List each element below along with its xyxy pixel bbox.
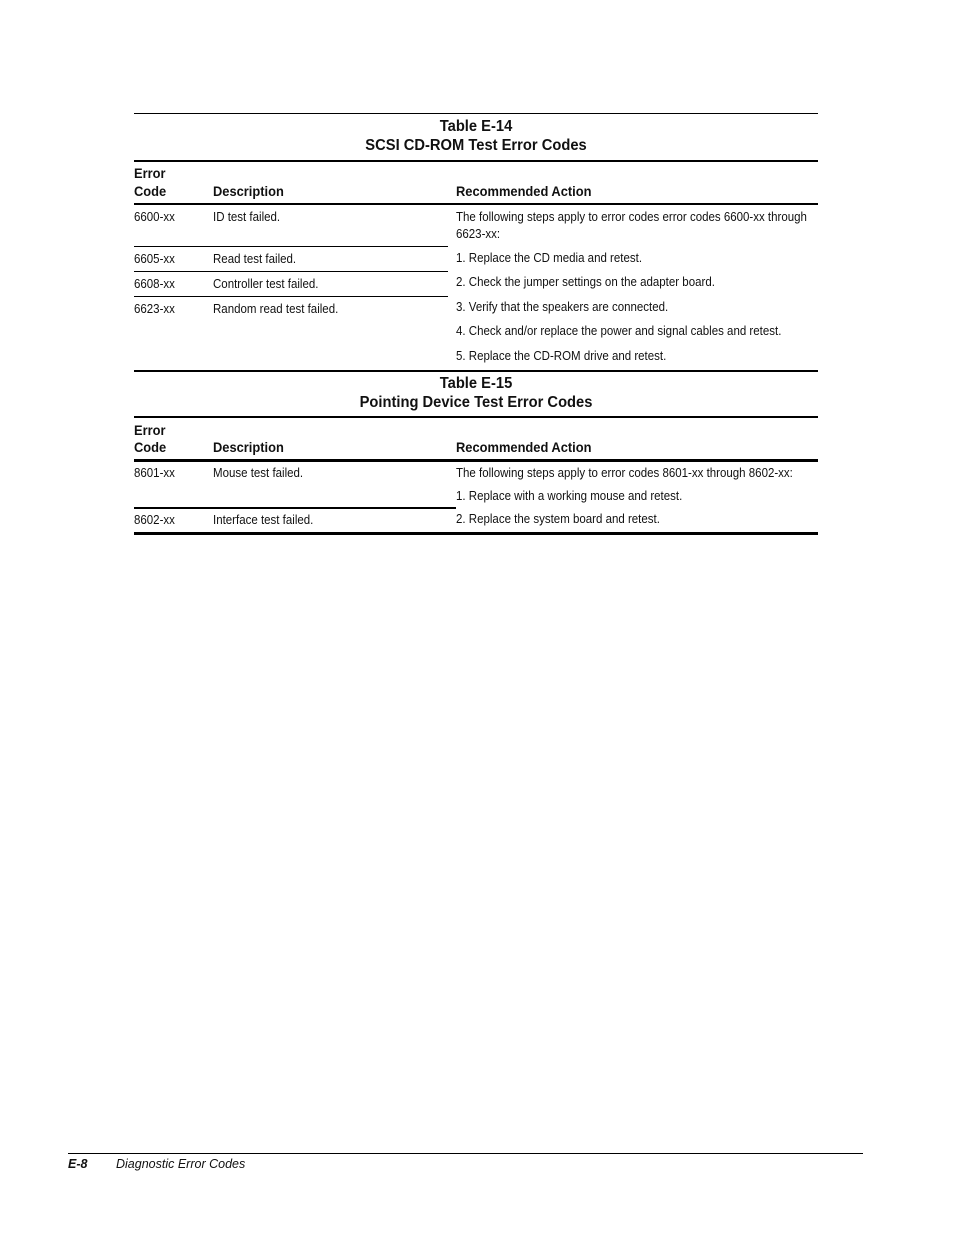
col-header-code-line1: Error	[134, 422, 166, 438]
table-top-rule	[134, 370, 818, 372]
header-rule	[134, 203, 818, 205]
table-top-rule	[134, 113, 818, 114]
header-rule	[134, 459, 818, 462]
footer-rule	[68, 1153, 863, 1154]
row-divider	[134, 271, 448, 272]
action-step: 4. Check and/or replace the power and signal cables and retest.	[456, 324, 782, 338]
error-description: Mouse test failed.	[213, 466, 304, 480]
table-title: SCSI CD-ROM Test Error Codes	[365, 137, 587, 154]
col-header-description: Description	[213, 183, 284, 199]
action-step: 5. Replace the CD-ROM drive and retest.	[456, 349, 667, 363]
table-title: Pointing Device Test Error Codes	[359, 394, 593, 411]
error-description: Read test failed.	[213, 252, 297, 266]
row-divider	[134, 507, 456, 509]
error-description: Interface test failed.	[213, 513, 314, 527]
col-header-code-line1: Error	[134, 165, 166, 181]
row-divider	[134, 296, 448, 297]
col-header-description: Description	[213, 439, 284, 455]
error-code: 8601-xx	[134, 466, 175, 480]
error-code: 8602-xx	[134, 513, 175, 527]
action-step: 3. Verify that the speakers are connected.	[456, 300, 669, 314]
table-label: Table E-15	[439, 375, 513, 392]
action-step: 2. Check the jumper settings on the adapter board.	[456, 275, 715, 289]
table-bottom-rule	[134, 532, 818, 535]
error-code: 6623-xx	[134, 302, 175, 316]
page-number: E-8	[68, 1157, 88, 1171]
action-step: 2. Replace the system board and retest.	[456, 512, 660, 526]
error-description: Random read test failed.	[213, 302, 339, 316]
action-intro: The following steps apply to error codes error codes 6600-xx through 6623-xx:	[456, 210, 807, 241]
action-step: 1. Replace with a working mouse and retest.	[456, 489, 683, 503]
error-code: 6608-xx	[134, 277, 175, 291]
title-rule	[134, 160, 818, 162]
col-header-action: Recommended Action	[456, 183, 592, 199]
col-header-code-line2: Code	[134, 439, 167, 455]
error-description: Controller test failed.	[213, 277, 319, 291]
error-code: 6605-xx	[134, 252, 175, 266]
title-rule	[134, 416, 818, 418]
action-intro: The following steps apply to error codes 8601-xx through 8602-xx:	[456, 466, 793, 480]
action-step: 1. Replace the CD media and retest.	[456, 251, 643, 265]
error-description: ID test failed.	[213, 210, 281, 224]
col-header-action: Recommended Action	[456, 439, 592, 455]
error-code: 6600-xx	[134, 210, 175, 224]
row-divider	[134, 246, 448, 247]
table-label: Table E-14	[439, 118, 513, 135]
col-header-code-line2: Code	[134, 183, 167, 199]
footer-section-title: Diagnostic Error Codes	[116, 1157, 246, 1171]
